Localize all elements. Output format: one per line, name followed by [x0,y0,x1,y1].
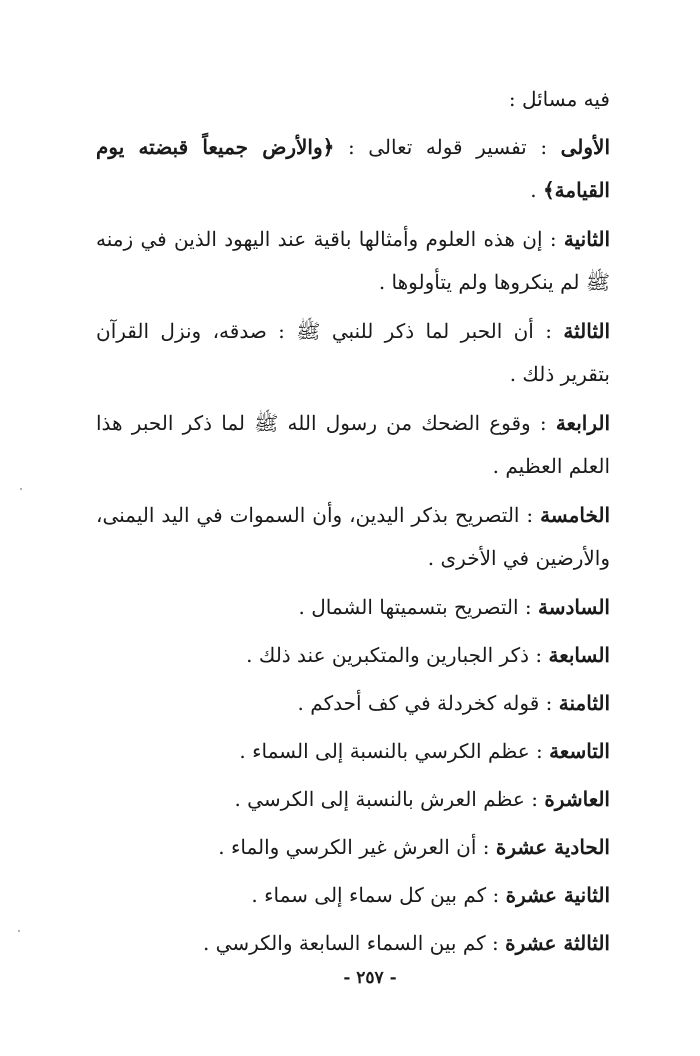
item-label: الثانية عشرة [505,883,610,907]
page-number: - ٢٥٧ - [343,968,397,988]
list-item-7 [96,634,610,677]
item-label: الرابعة [555,411,611,435]
item-separator: : [530,411,556,435]
list-item-10 [96,778,610,821]
item-separator: : [486,883,506,907]
list-item-6 [96,586,610,629]
item-separator: : [518,595,539,619]
item-separator: : [519,503,541,527]
item-text: التصريح بذكر اليدين، وأن السموات في اليد اليمنى، والأرضين في الأخرى . [96,503,610,570]
list-item-3 [96,310,610,396]
item-text: وقوع الضحك من رسول الله ﷺ لما ذكر الحبر هذا العلم العظيم . [96,411,610,478]
item-text: عظم العرش بالنسبة إلى الكرسي . [234,787,525,811]
text-block [96,78,610,970]
item-text: عظم الكرسي بالنسبة إلى السماء . [239,739,530,763]
item-label: العاشرة [544,787,610,811]
list-item-1 [96,126,610,212]
quran-quote: ﴿والأرض جميعاً قبضته يوم القيامة﴾ [96,135,610,202]
item-separator: : [476,835,496,859]
item-separator: : [524,787,545,811]
list-item-12 [96,874,610,917]
item-label: الثالثة عشرة [505,931,610,955]
item-separator: : [539,691,559,715]
list-item-2 [96,218,610,304]
intro-text: فيه مسائل : [508,87,610,111]
item-text: أن العرش غير الكرسي والماء . [218,835,477,859]
item-label: الثالثة [563,319,611,343]
item-text: قوله كخردلة في كف أحدكم . [297,691,540,715]
item-label: الأولى [560,135,611,159]
item-label: الخامسة [540,503,611,527]
item-label: السابعة [548,643,610,667]
item-separator: : [533,319,564,343]
item-end: . [530,178,543,202]
item-label: الثانية [563,227,611,251]
item-text: كم بين كل سماء إلى سماء . [251,883,487,907]
list-item-4 [96,402,610,488]
list-item-13 [96,922,610,965]
scan-speck [20,488,22,490]
list-item-9 [96,730,610,773]
item-text: تفسير قوله تعالى : [334,135,527,159]
item-separator: : [485,931,506,955]
item-text: كم بين السماء السابعة والكرسي . [202,931,486,955]
item-label: الحادية عشرة [495,835,610,859]
list-item-5 [96,494,610,580]
scan-speck [18,930,20,932]
item-text: إن هذه العلوم وأمثالها باقية عند اليهود الذين في زمنه ﷺ لم ينكروها ولم يتأولوها . [96,227,610,294]
item-text: التصريح بتسميتها الشمال . [298,595,519,619]
item-label: السادسة [538,595,610,619]
list-item-8 [96,682,610,725]
item-separator: : [526,135,561,159]
item-separator: : [542,227,564,251]
item-label: التاسعة [549,739,610,763]
item-text: ذكر الجبارين والمتكبرين عند ذلك . [246,643,530,667]
item-separator: : [529,739,550,763]
item-text: أن الحبر لما ذكر للنبي ﷺ : صدقه، ونزل القرآن بتقرير ذلك . [96,319,610,386]
intro-line [96,78,610,121]
list-item-11 [96,826,610,869]
item-label: الثامنة [558,691,610,715]
item-separator: : [529,643,549,667]
